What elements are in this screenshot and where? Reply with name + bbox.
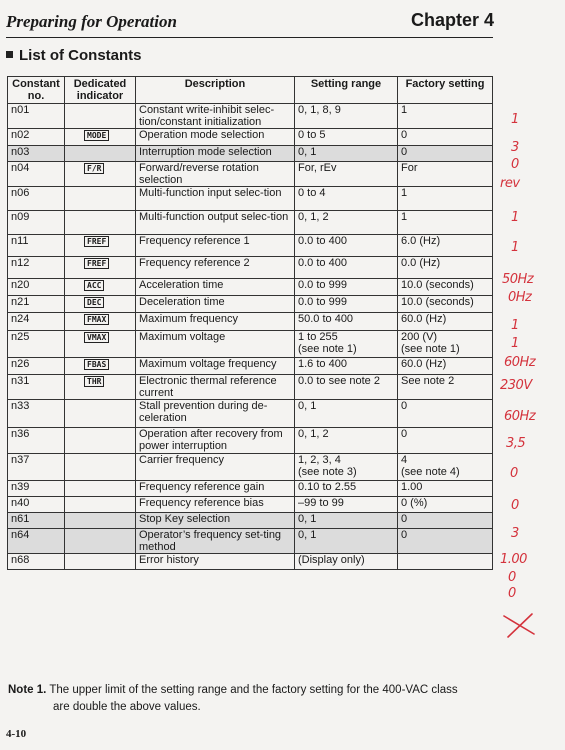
constant-cell: n25 (8, 331, 65, 358)
indicator-cell (65, 497, 136, 513)
indicator-cell (65, 481, 136, 497)
indicator-key-icon: FBAS (84, 359, 109, 370)
constant-cell: n20 (8, 279, 65, 296)
factory-cell: 0 (398, 146, 493, 162)
indicator-cell (65, 331, 136, 358)
handwritten-note: 50Hz (502, 272, 534, 287)
range-cell: For, rEv (295, 162, 398, 187)
description-cell: Forward/reverse rotation selection (136, 162, 295, 187)
range-cell: 1, 2, 3, 4 (see note 3) (295, 454, 398, 481)
description-cell: Maximum voltage (136, 331, 295, 358)
indicator-cell (65, 235, 136, 257)
indicator-cell (65, 428, 136, 454)
indicator-cell (65, 375, 136, 400)
constants-table (7, 76, 493, 570)
table-row (8, 331, 493, 358)
indicator-key-icon: FMAX (84, 314, 109, 325)
indicator-cell (65, 279, 136, 296)
indicator-cell (65, 257, 136, 279)
constant-cell: n31 (8, 375, 65, 400)
constant-cell: n64 (8, 529, 65, 554)
table-row (8, 454, 493, 481)
range-cell: 0.0 to 999 (295, 279, 398, 296)
factory-cell: 60.0 (Hz) (398, 358, 493, 375)
indicator-cell (65, 296, 136, 313)
indicator-cell (65, 400, 136, 428)
col-header-constant: Constant no. (8, 77, 65, 104)
constant-cell: n12 (8, 257, 65, 279)
range-cell: 0, 1 (295, 529, 398, 554)
factory-cell: 1 (398, 187, 493, 211)
factory-cell: For (398, 162, 493, 187)
factory-cell: 0 (398, 400, 493, 428)
indicator-key-icon: ACC (84, 280, 104, 291)
header-rule (6, 37, 493, 38)
table-row (8, 279, 493, 296)
indicator-key-icon: F/R (84, 163, 104, 174)
constant-cell: n01 (8, 104, 65, 129)
description-cell: Maximum voltage frequency (136, 358, 295, 375)
description-cell: Operation mode selection (136, 129, 295, 146)
handwritten-note: 0 (508, 570, 516, 585)
constant-cell: n36 (8, 428, 65, 454)
description-cell: Acceleration time (136, 279, 295, 296)
indicator-key-icon: FREF (84, 258, 109, 269)
factory-cell: See note 2 (398, 375, 493, 400)
constant-cell: n68 (8, 554, 65, 570)
col-header-indicator: Dedicated indicator (65, 77, 136, 104)
constant-cell: n04 (8, 162, 65, 187)
description-cell: Stall prevention during de-celeration (136, 400, 295, 428)
handwritten-note: 1 (511, 318, 519, 333)
description-cell: Operator’s frequency set-ting method (136, 529, 295, 554)
constant-cell: n02 (8, 129, 65, 146)
table-row (8, 211, 493, 235)
handwritten-note: 230V (500, 378, 532, 393)
range-cell: 0.0 to see note 2 (295, 375, 398, 400)
indicator-cell (65, 358, 136, 375)
description-cell: Interruption mode selection (136, 146, 295, 162)
factory-cell: 6.0 (Hz) (398, 235, 493, 257)
description-cell: Electronic thermal reference current (136, 375, 295, 400)
constant-cell: n37 (8, 454, 65, 481)
description-cell: Error history (136, 554, 295, 570)
indicator-cell (65, 129, 136, 146)
factory-cell (398, 554, 493, 570)
table-header-row (8, 77, 493, 104)
range-cell: 0, 1, 2 (295, 211, 398, 235)
range-cell: 0, 1 (295, 146, 398, 162)
chapter-label: Chapter 4 (410, 10, 494, 30)
table-row (8, 129, 493, 146)
range-cell: 50.0 to 400 (295, 313, 398, 331)
note-line-2: are double the above values. (53, 701, 201, 713)
handwritten-note: 0 (510, 466, 518, 481)
handwritten-note: 1 (511, 240, 519, 255)
range-cell: 0, 1, 2 (295, 428, 398, 454)
range-cell: (Display only) (295, 554, 398, 570)
description-cell: Operation after recovery from power interruption (136, 428, 295, 454)
table-row (8, 400, 493, 428)
indicator-cell (65, 554, 136, 570)
constant-cell: n40 (8, 497, 65, 513)
description-cell: Carrier frequency (136, 454, 295, 481)
description-cell: Frequency reference 1 (136, 235, 295, 257)
indicator-cell (65, 454, 136, 481)
factory-cell: 1 (398, 211, 493, 235)
table-row (8, 497, 493, 513)
table-row (8, 257, 493, 279)
indicator-cell (65, 529, 136, 554)
constant-cell: n24 (8, 313, 65, 331)
note-label: Note 1. (8, 684, 47, 696)
constant-cell: n06 (8, 187, 65, 211)
footnote (8, 682, 498, 716)
range-cell: 0, 1 (295, 400, 398, 428)
factory-cell: 0.0 (Hz) (398, 257, 493, 279)
range-cell: –99 to 99 (295, 497, 398, 513)
constant-cell: n03 (8, 146, 65, 162)
handwritten-note: 3,5 (506, 436, 526, 451)
handwritten-note: 60Hz (504, 355, 536, 370)
handwritten-note: 60Hz (504, 409, 536, 424)
range-cell: 0, 1 (295, 513, 398, 529)
table-row (8, 235, 493, 257)
constant-cell: n21 (8, 296, 65, 313)
handwritten-note: 1 (511, 112, 519, 127)
constant-cell: n61 (8, 513, 65, 529)
table-row (8, 313, 493, 331)
factory-cell: 1.00 (398, 481, 493, 497)
indicator-cell (65, 187, 136, 211)
range-cell: 1 to 255 (see note 1) (295, 331, 398, 358)
constant-cell: n09 (8, 211, 65, 235)
factory-cell: 0 (398, 513, 493, 529)
factory-cell: 0 (398, 129, 493, 146)
handwritten-note: 1.00 (500, 552, 527, 567)
table-row (8, 481, 493, 497)
range-cell: 0, 1, 8, 9 (295, 104, 398, 129)
indicator-key-icon: FREF (84, 236, 109, 247)
table-row (8, 428, 493, 454)
indicator-cell (65, 146, 136, 162)
handwritten-note: 0 (511, 498, 519, 513)
handwritten-note: 3 (511, 526, 519, 541)
constant-cell: n33 (8, 400, 65, 428)
table-body (8, 104, 493, 570)
range-cell: 1.6 to 400 (295, 358, 398, 375)
bullet-square-icon (6, 51, 13, 58)
handwritten-note: 1 (511, 336, 519, 351)
constant-cell: n39 (8, 481, 65, 497)
description-cell: Multi-function output selec-tion (136, 211, 295, 235)
table-row (8, 358, 493, 375)
note-line-1: The upper limit of the setting range and the factory setting for the 400-VAC class (49, 684, 458, 696)
indicator-key-icon: THR (84, 376, 104, 387)
constant-cell: n11 (8, 235, 65, 257)
range-cell: 0.10 to 2.55 (295, 481, 398, 497)
indicator-cell (65, 313, 136, 331)
table-row (8, 296, 493, 313)
col-header-range: Setting range (295, 77, 398, 104)
range-cell: 0 to 5 (295, 129, 398, 146)
factory-cell: 10.0 (seconds) (398, 279, 493, 296)
description-cell: Stop Key selection (136, 513, 295, 529)
chapter-subject: Preparing for Operation (6, 12, 177, 31)
description-cell: Constant write-inhibit selec-tion/constant initialization (136, 104, 295, 129)
indicator-cell (65, 104, 136, 129)
table-row (8, 513, 493, 529)
table-row (8, 162, 493, 187)
factory-cell: 0 (398, 529, 493, 554)
description-cell: Multi-function input selec-tion (136, 187, 295, 211)
range-cell: 0.0 to 999 (295, 296, 398, 313)
factory-cell: 0 (398, 428, 493, 454)
indicator-cell (65, 211, 136, 235)
handwritten-note: 0 (511, 157, 519, 172)
table-row (8, 529, 493, 554)
page-header (6, 8, 556, 36)
description-cell: Frequency reference gain (136, 481, 295, 497)
table-row (8, 146, 493, 162)
factory-cell: 1 (398, 104, 493, 129)
description-cell: Frequency reference 2 (136, 257, 295, 279)
handwritten-note: 0Hz (508, 290, 532, 305)
indicator-key-icon: DEC (84, 297, 104, 308)
handwritten-note: 0 (508, 586, 516, 601)
col-header-factory: Factory setting (398, 77, 493, 104)
range-cell: 0.0 to 400 (295, 257, 398, 279)
col-header-description: Description (136, 77, 295, 104)
table-row (8, 554, 493, 570)
handwritten-note: rev (500, 176, 520, 191)
factory-cell: 4 (see note 4) (398, 454, 493, 481)
indicator-cell (65, 513, 136, 529)
page-number: 4-10 (6, 728, 27, 740)
factory-cell: 200 (V) (see note 1) (398, 331, 493, 358)
handwritten-note: 1 (511, 210, 519, 225)
range-cell: 0.0 to 400 (295, 235, 398, 257)
range-cell: 0 to 4 (295, 187, 398, 211)
table-row (8, 375, 493, 400)
description-cell: Deceleration time (136, 296, 295, 313)
factory-cell: 0 (%) (398, 497, 493, 513)
constant-cell: n26 (8, 358, 65, 375)
factory-cell: 10.0 (seconds) (398, 296, 493, 313)
indicator-key-icon: VMAX (84, 332, 109, 343)
table-row (8, 187, 493, 211)
indicator-cell (65, 162, 136, 187)
description-cell: Frequency reference bias (136, 497, 295, 513)
table-row (8, 104, 493, 129)
section-title: List of Constants (6, 47, 142, 64)
description-cell: Maximum frequency (136, 313, 295, 331)
handwritten-cross-icon (500, 610, 540, 640)
handwritten-note: 3 (511, 140, 519, 155)
factory-cell: 60.0 (Hz) (398, 313, 493, 331)
indicator-key-icon: MODE (84, 130, 109, 141)
